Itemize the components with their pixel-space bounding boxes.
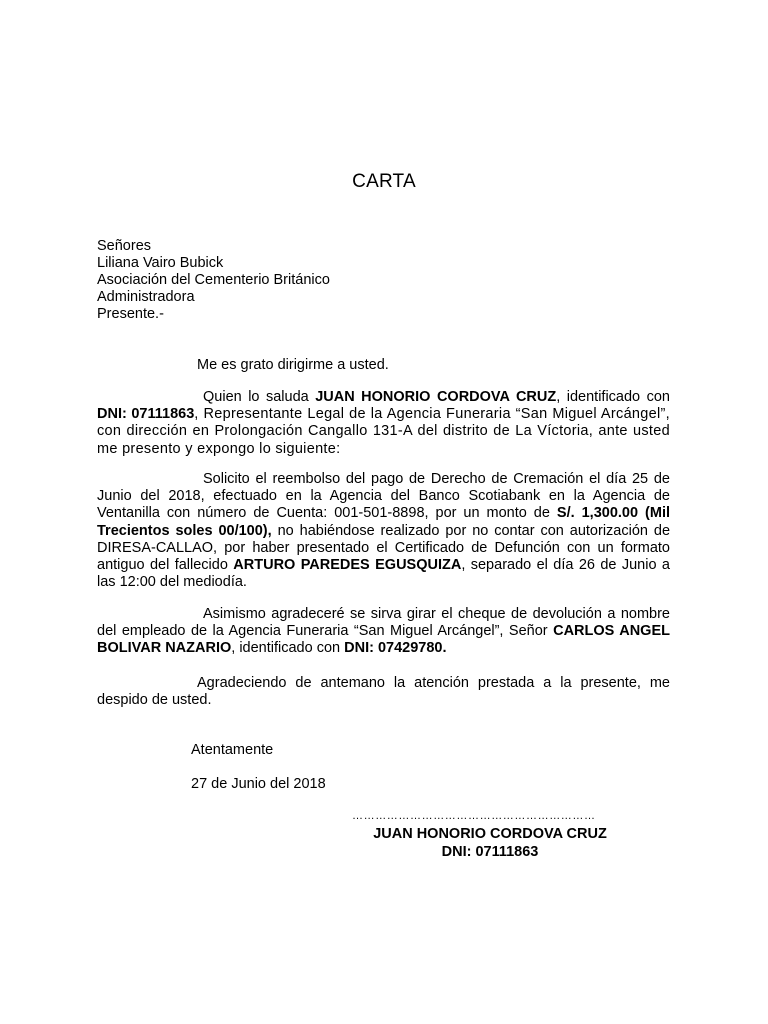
addressee-block [97, 238, 330, 323]
paragraph-1 [97, 389, 670, 458]
addressee-presente: Presente.- [97, 306, 164, 322]
paragraph-4 [97, 675, 670, 709]
p1-text-2: , identificado con [556, 389, 670, 405]
p3-employee-name: CARLOS ANGEL BOLIVAR NAZARIO [97, 623, 670, 657]
signer-dni: DNI: 07111863 [441, 844, 539, 860]
addressee-role: Administradora [97, 289, 195, 305]
greeting-paragraph [97, 357, 670, 374]
p3-employee-dni: DNI: 07429780. [344, 640, 447, 657]
paragraph-2 [97, 471, 670, 591]
signature-line: ……………………………………………………… [352, 810, 596, 822]
signer-name: JUAN HONORIO CORDOVA CRUZ [373, 826, 607, 842]
p2-text-3: , separado el día 26 de Junio a las 12:00 del mediodía. [97, 557, 670, 591]
p1-sender-dni: DNI: 07111863 [97, 406, 195, 423]
p2-amount: S/. 1,300.00 (Mil Trecientos soles 00/100), [97, 505, 671, 539]
addressee-organization: Asociación del Cementerio Británico [97, 272, 330, 288]
p2-deceased-name: ARTURO PAREDES EGUSQUIZA [233, 557, 462, 574]
closing-text: Atentamente [191, 742, 274, 758]
p3-text-2: , identificado con [231, 640, 345, 657]
p2-text-1: Solicito el reembolso del pago de Derecho de Cremación el día 25 de Junio del 2018, efectuado en la Agencia del Banco Scotiabank en la Agencia de Ventanilla con número de Cuenta: 001-501-8898, por un monto de [97, 471, 670, 522]
p1-text-3: , Representante Legal de la Agencia Funeraria “San Miguel Arcángel”, con dirección en Prolongación Cangallo 131-A del distrito de La Víctoria, ante usted me presento y expongo lo siguiente: [97, 406, 671, 457]
p4-text: Agradeciendo de antemano la atención prestada a la presente, me despido de usted. [97, 675, 670, 709]
p2-text-2: no habiéndose realizado por no contar con autorización de DIRESA-CALLAO, por haber presentado el Certificado de Defunción con un formato antiguo del fallecido [97, 522, 671, 574]
p1-text-1: Quien lo saluda [203, 389, 316, 405]
addressee-name: Liliana Vairo Bubick [97, 255, 224, 271]
greeting-text: Me es grato dirigirme a usted. [197, 357, 389, 373]
p1-sender-name: JUAN HONORIO CORDOVA CRUZ [315, 389, 557, 405]
letter-date: 27 de Junio del 2018 [191, 776, 326, 792]
paragraph-3 [97, 606, 670, 658]
letter-title: CARTA [352, 171, 416, 192]
p3-text-1: Asimismo agradeceré se sirva girar el cheque de devolución a nombre del empleado de la Agencia Funeraria “San Miguel Arcángel”, Señor [97, 606, 670, 640]
addressee-salutation: Señores [97, 238, 152, 254]
